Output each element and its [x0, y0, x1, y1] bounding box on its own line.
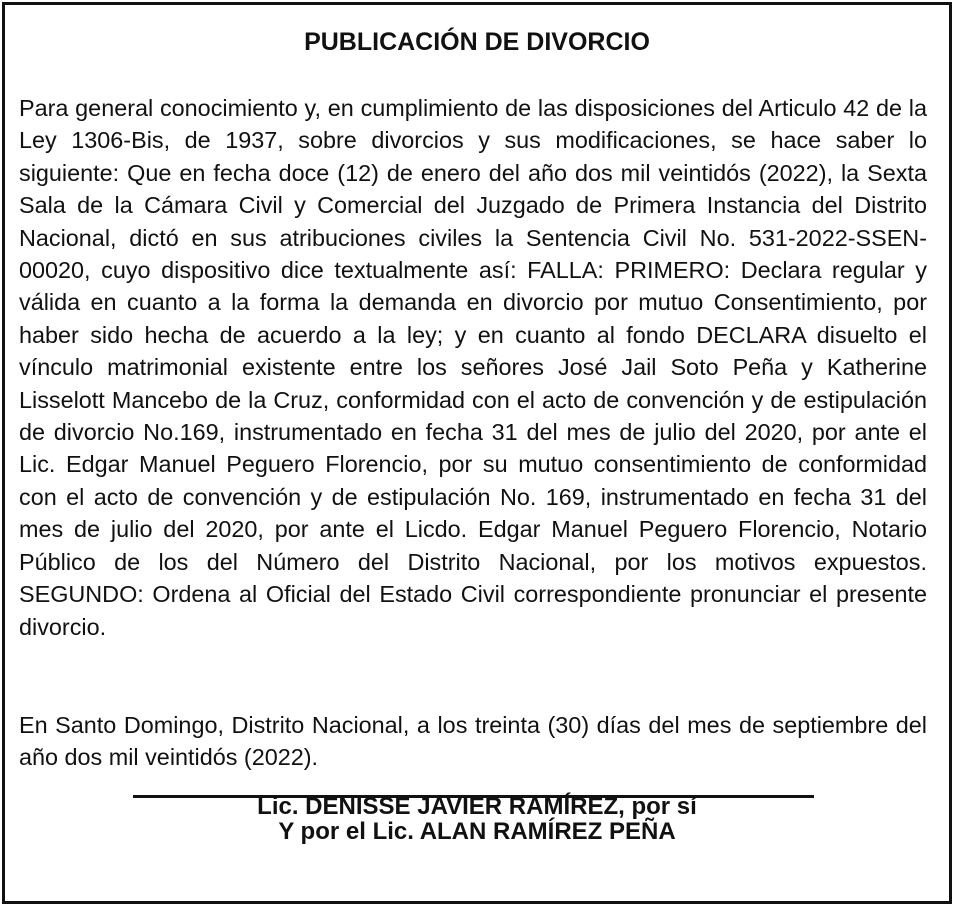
notice-title: PUBLICACIÓN DE DIVORCIO	[304, 28, 650, 56]
notice-paragraph-main: Para general conocimiento y, en cumplimiento de las disposiciones del Articulo 42 de la Ley 1306-Bis, de 1937, sobre divorcios y sus modificaciones, se hace saber lo siguiente: Que en fecha doce (12) de enero del año dos mil veintidós (2022), la Sexta Sala de la Cámara Civil y Comercial del Juzgado de Primera Instancia del Distrito Nacional, dictó en sus atribuciones civiles la Sentencia Civil No. 531-2022-SSEN-00020, cuyo dispositivo dice textualmente así: FALLA: PRIMERO: Declara regular y válida en cuanto a la forma la demanda en divorcio por mutuo Consentimiento, por haber sido hecha de acuerdo a la ley; y en cuanto al fondo DECLARA disuelto el vínculo matrimonial existente entre los señores José Jail Soto Peña y Katherine Lisselott Mancebo de la Cruz, conformidad con el acto de convención y de estipulación de divorcio No.169, instrumentado en fecha 31 del mes de julio del 2020, por ante el Lic. Edgar Manuel Peguero Florencio, por su mutuo consentimiento de conformidad con el acto de convención y de estipulación No. 169, instrumentado en fecha 31 del mes de julio del 2020, por ante el Licdo. Edgar Manuel Peguero Florencio, Notario Público de los del Número del Distrito Nacional, por los motivos expuestos. SEGUNDO: Ordena al Oficial del Estado Civil correspondiente pronunciar el presente divorcio.	[19, 95, 927, 640]
signature-line	[133, 795, 814, 798]
signature-name: Lic. DENISSE JAVIER RAMÍREZ, por sí	[257, 793, 697, 820]
signature-name-secondary: Y por el Lic. ALAN RAMÍREZ PEÑA	[278, 818, 676, 845]
notice-paragraph-date: En Santo Domingo, Distrito Nacional, a los treinta (30) días del mes de septiembre del año dos mil veintidós (2022).	[19, 712, 927, 771]
